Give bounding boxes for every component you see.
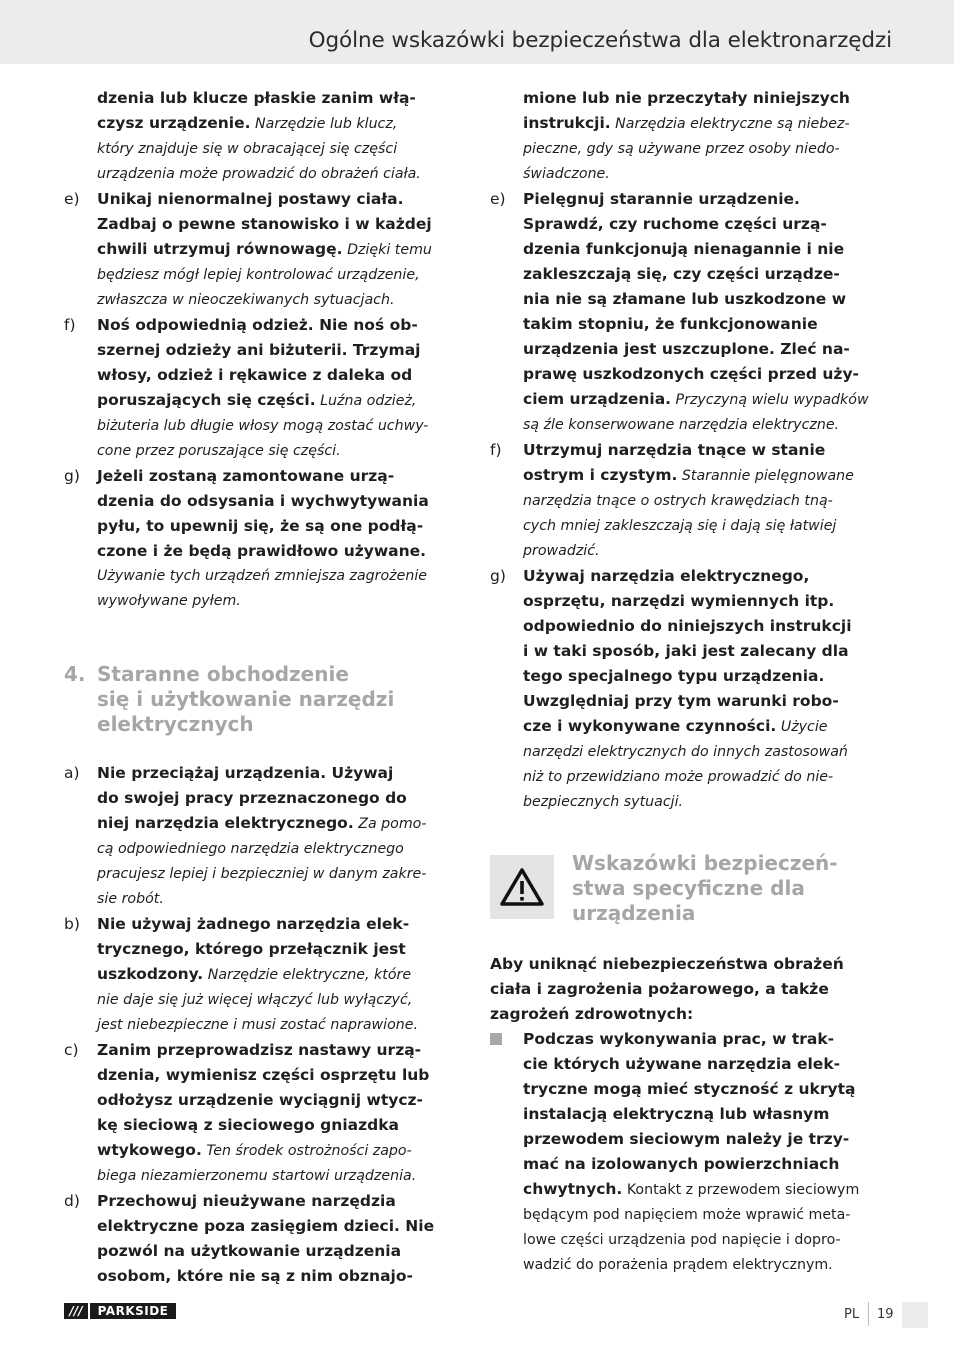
text-line: cych mniej zakleszczają się i dają się łatwiej (523, 518, 837, 534)
page-number: 19 (877, 1307, 894, 1322)
text-line: uszkodzony. (97, 965, 204, 983)
text-line: Luźna odzież, (315, 393, 417, 409)
text-line: narzędzia tnące o ostrych krawędziach tną- (523, 493, 833, 509)
text-line: Użycie (776, 719, 828, 735)
text-line: pyłu, to upewnij się, że są one podłą- (97, 517, 424, 535)
text-line: pieczne, gdy są używane przez osoby niedo- (523, 141, 840, 157)
text-line: dzenia lub klucze płaskie zanim włą- (97, 89, 416, 107)
language-code: PL (844, 1307, 860, 1322)
text-line: do swojej pracy przeznaczonego do (97, 789, 407, 807)
text-line: Narzędzie elektryczne, które (203, 967, 412, 983)
heading-line: Wskazówki bezpieczeń- (572, 851, 838, 875)
text-line: ciała i zagrożenia pożarowego, a także (490, 980, 829, 998)
list-item-g (490, 564, 892, 815)
text-line: dzenia funkcjonują nienagannie i nie (523, 240, 845, 258)
text-line: Aby uniknąć niebezpieczeństwa obrażeń (490, 955, 844, 973)
footer-divider (868, 1302, 869, 1326)
list-item-e (490, 187, 892, 438)
page-title: Ogólne wskazówki bezpieczeństwa dla elektronarzędzi (308, 28, 892, 53)
item-label: e) (64, 190, 80, 208)
item-label: b) (64, 915, 80, 933)
brand-logo (64, 1303, 176, 1319)
bullet-item (490, 1027, 892, 1278)
header-bar (0, 0, 954, 64)
text-line: odpowiednio do niniejszych instrukcji (523, 617, 852, 635)
text-line: Zanim przeprowadzisz nastawy urzą- (97, 1041, 422, 1059)
text-line: takim stopniu, że funkcjonowanie (523, 315, 818, 333)
text-line: trycznego, którego przełącznik jest (97, 940, 406, 958)
text-line: kę sieciową z sieciowego gniazdka (97, 1116, 399, 1134)
text-line: czone i że będą prawidłowo używane. (97, 542, 427, 560)
text-line: tego specjalnego typu urządzenia. (523, 667, 825, 685)
heading-line: elektrycznych (97, 712, 254, 736)
text-line: wadzić do porażenia prądem elektrycznym. (523, 1257, 833, 1273)
text-line: Dzięki temu (342, 242, 432, 258)
text-line: Sprawdź, czy ruchome części urzą- (523, 215, 827, 233)
text-line: lowe części urządzenia pod napięcie i dopro- (523, 1232, 841, 1248)
text-line: Używaj narzędzia elektrycznego, (523, 567, 810, 585)
item-label: a) (64, 764, 80, 782)
text-line: ciem urządzenia. (523, 390, 672, 408)
text-line: włosy, odzież i rękawice z daleka od (97, 366, 413, 384)
right-column (490, 86, 892, 1278)
text-line: prowadzić. (523, 543, 600, 559)
text-line: pracujesz lepiej i bezpieczniej w danym zakre- (97, 866, 427, 882)
text-line: elektryczne poza zasięgiem dzieci. Nie (97, 1217, 435, 1235)
text-line: cze i wykonywane czynności. (523, 717, 777, 735)
text-line: będziesz mógł lepiej kontrolować urządzenie, (97, 267, 420, 283)
text-line: szernej odzieży ani biżuterii. Trzymaj (97, 341, 421, 359)
text-line: biega niezamierzonemu startowi urządzenia. (97, 1168, 417, 1184)
text-line: narzędzi elektrycznych do innych zastosowań (523, 744, 848, 760)
text-line: mione lub nie przeczytały niniejszych (523, 89, 850, 107)
text-line: urządzenia jest uszczuplone. Zleć na- (523, 340, 850, 358)
logo-slashes: /// (64, 1303, 88, 1319)
text-line: Narzędzie lub klucz, (250, 116, 398, 132)
text-line: Przechowuj nieużywane narzędzia (97, 1192, 396, 1210)
list-item-c (64, 1038, 468, 1189)
text-line: Jeżeli zostaną zamontowane urzą- (97, 467, 395, 485)
square-bullet-icon (490, 1033, 502, 1045)
text-line: Podczas wykonywania prac, w trak- (523, 1030, 835, 1048)
text-line: zwłaszcza w nieoczekiwanych sytuacjach. (97, 292, 395, 308)
warning-triangle-icon (490, 855, 554, 919)
text-line: dzenia do odsysania i wychwytywania (97, 492, 429, 510)
text-line: poruszających się części. (97, 391, 316, 409)
text-line: niej narzędzia elektrycznego. (97, 814, 354, 832)
text-line: Pielęgnuj starannie urządzenie. (523, 190, 800, 208)
heading-line: stwa specyficzne dla (572, 876, 805, 900)
text-line: chwytnych. (523, 1180, 623, 1198)
text-line: Używanie tych urządzeń zmniejsza zagrożenie (97, 568, 428, 584)
text-line: prawę uszkodzonych części przed uży- (523, 365, 859, 383)
text-line: urządzenia może prowadzić do obrażeń ciała. (97, 166, 421, 182)
list-item-e (64, 187, 468, 313)
text-line: przewodem sieciowym należy je trzy- (523, 1130, 850, 1148)
text-line: cone przez poruszające się części. (97, 443, 341, 459)
text-line: biżuteria lub długie włosy mogą zostać uchwy- (97, 418, 429, 434)
text-line: nie daje się już więcej włączyć lub wyłączyć, (97, 992, 413, 1008)
text-line: Przyczyną wielu wypadków (671, 392, 869, 408)
text-line: są źle konserwowane narzędzia elektryczne. (523, 417, 840, 433)
text-line: Nie przeciążaj urządzenia. Używaj (97, 764, 394, 782)
text-line: pozwól na użytkowanie urządzenia (97, 1242, 402, 1260)
text-line: instrukcji. (523, 114, 611, 132)
list-item-g (64, 464, 468, 614)
text-line: Ten środek ostrożności zapo- (201, 1143, 412, 1159)
heading-line: urządzenia (572, 901, 696, 925)
footer-tab (902, 1302, 928, 1328)
item-label: f) (490, 441, 502, 459)
text-line: Nie używaj żadnego narzędzia elek- (97, 915, 410, 933)
list-item-a (64, 761, 468, 912)
text-line: Kontakt z przewodem sieciowym (622, 1182, 860, 1198)
item-label: c) (64, 1041, 79, 1059)
section-number: 4. (64, 662, 86, 686)
text-line: Unikaj nienormalnej postawy ciała. (97, 190, 404, 208)
text-line: Za pomo- (353, 816, 427, 832)
text-line: Starannie pielęgnowane (677, 468, 854, 484)
left-column (64, 86, 468, 1289)
text-line: Narzędzia elektryczne są niebez- (610, 116, 850, 132)
text-line: jest niebezpieczne i musi zostać naprawione. (97, 1017, 418, 1033)
text-line: mać na izolowanych powierzchniach (523, 1155, 840, 1173)
continuation-d (490, 86, 892, 187)
text-line: dzenia, wymienisz części osprzętu lub (97, 1066, 430, 1084)
text-line: Noś odpowiednią odzież. Nie noś ob- (97, 316, 418, 334)
text-line: osprzętu, narzędzi wymiennych itp. (523, 592, 835, 610)
text-line: świadczone. (523, 166, 610, 182)
text-line: cą odpowiedniego narzędzia elektrycznego (97, 841, 404, 857)
text-line: niż to przewidziano może prowadzić do nie- (523, 769, 834, 785)
heading-line: się i użytkowanie narzędzi (97, 687, 395, 711)
text-line: sie robót. (97, 891, 164, 907)
text-line: Utrzymuj narzędzia tnące w stanie (523, 441, 826, 459)
section-4-heading (64, 662, 468, 737)
text-line: zagrożeń zdrowotnych: (490, 1005, 694, 1023)
list-item-f (64, 313, 468, 464)
text-line: będącym pod napięciem może wprawić meta- (523, 1207, 851, 1223)
heading-line: Staranne obchodzenie (97, 662, 349, 686)
list-item-d (64, 1189, 468, 1289)
item-label: g) (490, 567, 506, 585)
text-line: Uwzględniaj przy tym warunki robo- (523, 692, 839, 710)
text-line: odłożysz urządzenie wyciągnij wtycz- (97, 1091, 423, 1109)
text-line: zakleszczają się, czy części urządze- (523, 265, 840, 283)
item-label: g) (64, 467, 80, 485)
text-line: Zadbaj o pewne stanowisko i w każdej (97, 215, 432, 233)
logo-text: PARKSIDE (90, 1303, 176, 1319)
text-line: chwili utrzymuj równowagę. (97, 240, 343, 258)
text-line: i w taki sposób, jaki jest zalecany dla (523, 642, 849, 660)
text-line: osobom, które nie są z nim obznajo- (97, 1267, 413, 1285)
text-line: wtykowego. (97, 1141, 202, 1159)
text-line: który znajduje się w obracającej się części (97, 141, 398, 157)
item-label: e) (490, 190, 506, 208)
text-line: tryczne mogą mieć styczność z ukrytą (523, 1080, 856, 1098)
text-line: cie których używane narzędzia elek- (523, 1055, 841, 1073)
list-item-f (490, 438, 892, 564)
text-line: instalacją elektryczną lub własnym (523, 1105, 830, 1123)
continuation-d (64, 86, 468, 187)
item-label: f) (64, 316, 76, 334)
warning-section-heading (490, 851, 892, 926)
text-line: ostrym i czystym. (523, 466, 678, 484)
text-line: wywoływane pyłem. (97, 593, 241, 609)
item-label: d) (64, 1192, 80, 1210)
intro-paragraph (490, 952, 892, 1027)
text-line: bezpiecznych sytuacji. (523, 794, 684, 810)
list-item-b (64, 912, 468, 1038)
text-line: nia nie są złamane lub uszkodzone w (523, 290, 847, 308)
text-line: czysz urządzenie. (97, 114, 251, 132)
